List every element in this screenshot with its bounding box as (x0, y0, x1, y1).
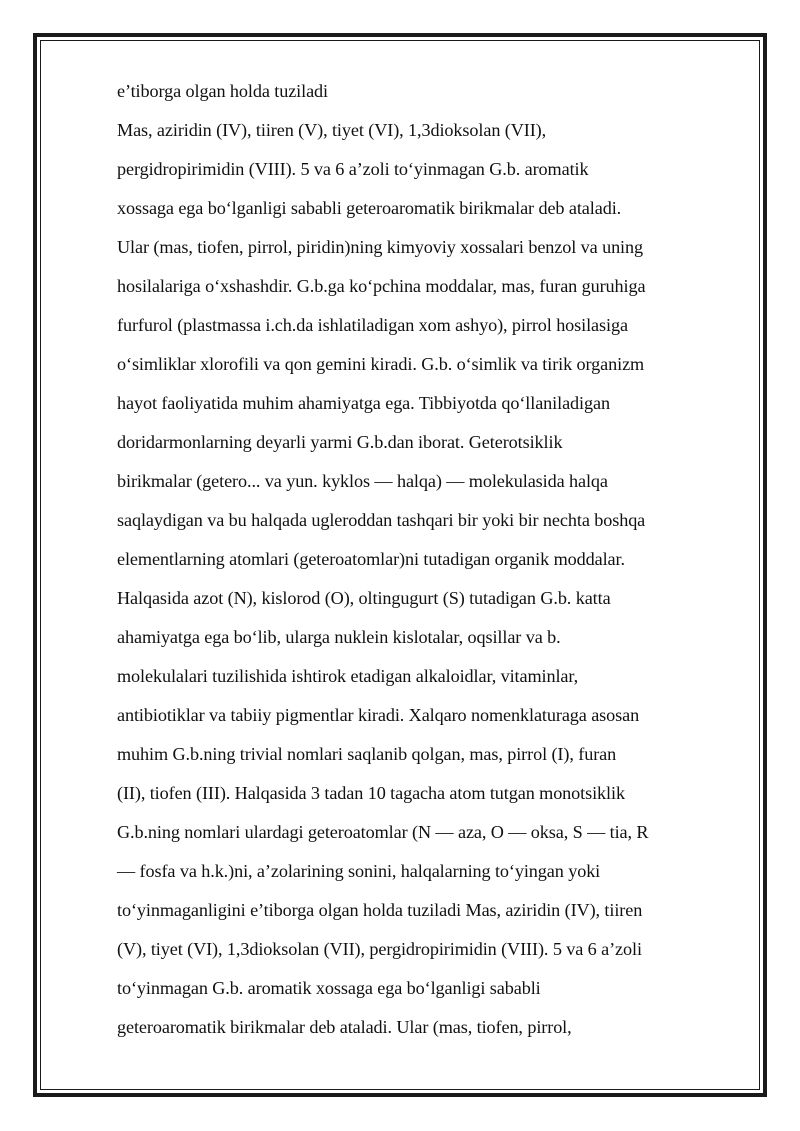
text-line: muhim G.b.ning trivial nomlari saqlanib qolgan, mas, pirrol (I), furan (117, 744, 617, 764)
text-line: to‘yinmaganligini e’tiborga olgan holda tuziladi Mas, aziridin (IV), tiiren (117, 900, 643, 920)
text-line: ahamiyatga ega bo‘lib, ularga nuklein kislotalar, oqsillar va b. (117, 627, 561, 647)
text-line: o‘simliklar xlorofili va qon gemini kiradi. G.b. o‘simlik va tirik organizm (117, 354, 645, 374)
text-line: (V), tiyet (VI), 1,3dioksolan (VII), pergidropirimidin (VIII). 5 va 6 a’zoli (117, 939, 642, 959)
text-line: (II), tiofen (III). Halqasida 3 tadan 10 tagacha atom tutgan monotsiklik (117, 783, 625, 803)
text-line: — fosfa va h.k.)ni, a’zolarining sonini, halqalarning to‘yingan yoki (117, 861, 601, 881)
text-line: geteroaromatik birikmalar deb ataladi. Ular (mas, tiofen, pirrol, (117, 1017, 572, 1037)
text-line: antibiotiklar va tabiiy pigmentlar kiradi. Xalqaro nomenklaturaga asosan (117, 705, 640, 725)
text-line: Ular (mas, tiofen, pirrol, piridin)ning kimyoviy xossalari benzol va uning (117, 237, 643, 257)
text-line: birikmalar (getero... va yun. kyklos — halqa) — molekulasida halqa (117, 471, 608, 491)
text-line: hayot faoliyatida muhim ahamiyatga ega. Tibbiyotda qo‘llaniladigan (117, 393, 610, 413)
text-line: e’tiborga olgan holda tuziladi (117, 81, 328, 101)
text-line: G.b.ning nomlari ulardagi geteroatomlar (N — aza, O — oksa, S — tia, R (117, 822, 649, 842)
text-line: pergidropirimidin (VIII). 5 va 6 a’zoli to‘yinmagan G.b. aromatik (117, 159, 589, 179)
text-line: Halqasida azot (N), kislorod (O), oltingugurt (S) tutadigan G.b. katta (117, 588, 611, 608)
text-line: furfurol (plastmassa i.ch.da ishlatiladigan xom ashyo), pirrol hosilasiga (117, 315, 628, 335)
text-line: molekulalari tuzilishida ishtirok etadigan alkaloidlar, vitaminlar, (117, 666, 579, 686)
text-line: xossaga ega bo‘lganligi sababli geteroaromatik birikmalar deb ataladi. (117, 198, 622, 218)
text-line: doridarmonlarning deyarli yarmi G.b.dan iborat. Geterotsiklik (117, 432, 563, 452)
text-line: saqlaydigan va bu halqada ugleroddan tashqari bir yoki bir nechta boshqa (117, 510, 646, 530)
text-line: Mas, aziridin (IV), tiiren (V), tiyet (VI), 1,3dioksolan (VII), (117, 120, 547, 140)
text-line: hosilalariga o‘xshashdir. G.b.ga ko‘pchina moddalar, mas, furan guruhiga (117, 276, 646, 296)
document-body (117, 72, 757, 1047)
text-line: elementlarning atomlari (geteroatomlar)ni tutadigan organik moddalar. (117, 549, 625, 569)
text-line: to‘yinmagan G.b. aromatik xossaga ega bo‘lganligi sababli (117, 978, 541, 998)
